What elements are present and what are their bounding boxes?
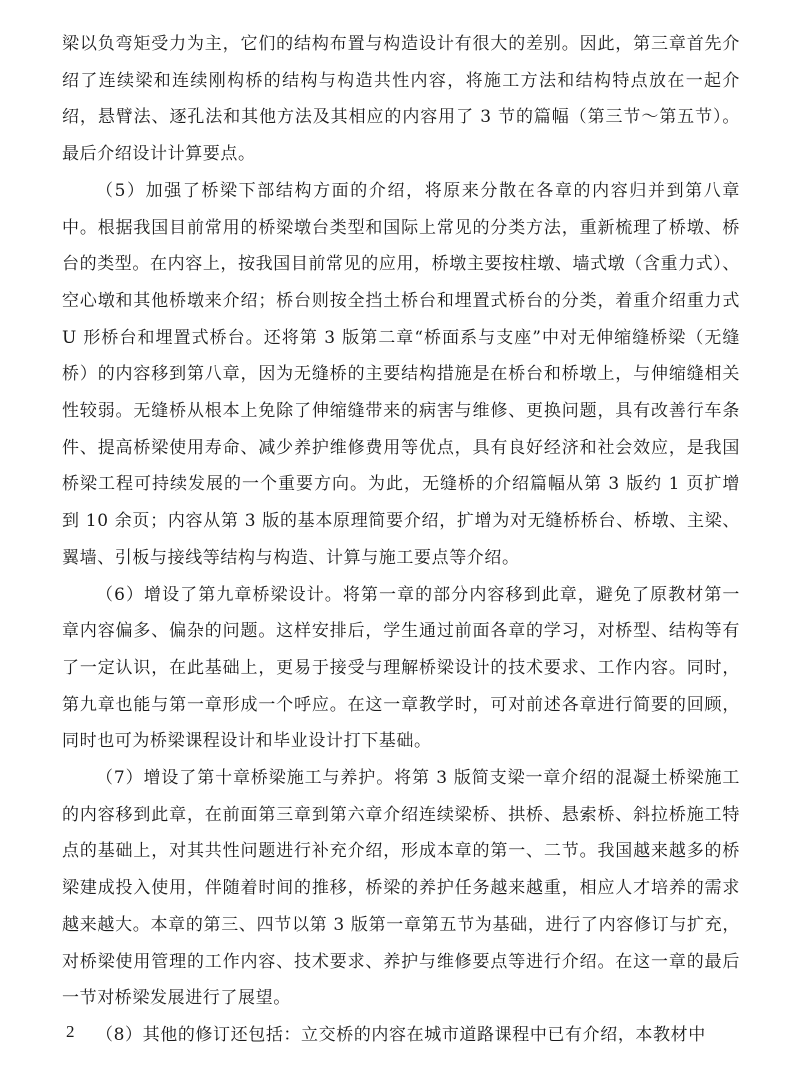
body-text xyxy=(62,26,740,1054)
paragraph-item-5: （5）加强了桥梁下部结构方面的介绍，将原来分散在各章的内容归并到第八章中。根据我国目前常用的桥梁墩台类型和国际上常见的分类方法，重新梳理了桥墩、桥台的类型。在内容上，按我国目前常见的应用，桥墩主要按柱墩、墙式墩（含重力式）、空心墩和其他桥墩来介绍；桥台则按全挡土桥台和埋置式桥台的分类，着重介绍重力式 U 形桥台和埋置式桥台。还将第 3 版第二章“桥面系与支座”中对无伸缩缝桥梁（无缝桥）的内容移到第八章，因为无缝桥的主要结构措施是在桥台和桥墩上，与伸缩缝相关性较弱。无缝桥从根本上免除了伸缩缝带来的病害与维修、更换问题，具有改善行车条件、提高桥梁使用寿命、减少养护维修费用等优点，具有良好经济和社会效应，是我国桥梁工程可持续发展的一个重要方向。为此，无缝桥的介绍篇幅从第 3 版约 1 页扩增到 10 余页；内容从第 3 版的基本原理简要介绍，扩增为对无缝桥桥台、桥墩、主梁、翼墙、引板与接线等结构与构造、计算与施工要点等介绍。 xyxy=(62,180,740,568)
paragraph-item-6: （6）增设了第九章桥梁设计。将第一章的部分内容移到此章，避免了原教材第一章内容偏多、偏杂的问题。这样安排后，学生通过前面各章的学习，对桥型、结构等有了一定认识，在此基础上，更易于接受与理解桥梁设计的技术要求、工作内容。同时，第九章也能与第一章形成一个呼应。在这一章教学时，可对前述各章进行简要的回顾，同时也可为桥梁课程设计和毕业设计打下基础。 xyxy=(62,584,740,752)
page-number: 2 xyxy=(66,1022,75,1041)
paragraph-continuation: 梁以负弯矩受力为主，它们的结构布置与构造设计有很大的差别。因此，第三章首先介绍了连续梁和连续刚构桥的结构与构造共性内容，将施工方法和结构特点放在一起介绍，悬臂法、逐孔法和其他方法及其相应的内容用了 3 节的篇幅（第三节～第五节）。最后介绍设计计算要点。 xyxy=(62,34,740,165)
paragraph-item-7: （7）增设了第十章桥梁施工与养护。将第 3 版简支梁一章介绍的混凝土桥梁施工的内容移到此章，在前面第三章到第六章介绍连续梁桥、拱桥、悬索桥、斜拉桥施工特点的基础上，对其共性问题进行补充介绍，形成本章的第一、二节。我国越来越多的桥梁建成投入使用，伴随着时间的推移，桥梁的养护任务越来越重，相应人才培养的需求越来越大。本章的第三、四节以第 3 版第一章第五节为基础，进行了内容修订与扩充，对桥梁使用管理的工作内容、技术要求、养护与维修要点等进行介绍。在这一章的最后一节对桥梁发展进行了展望。 xyxy=(62,768,740,1009)
paragraph-item-8: （8）其他的修订还包括：立交桥的内容在城市道路课程中已有介绍，本教材中 xyxy=(96,1024,706,1045)
